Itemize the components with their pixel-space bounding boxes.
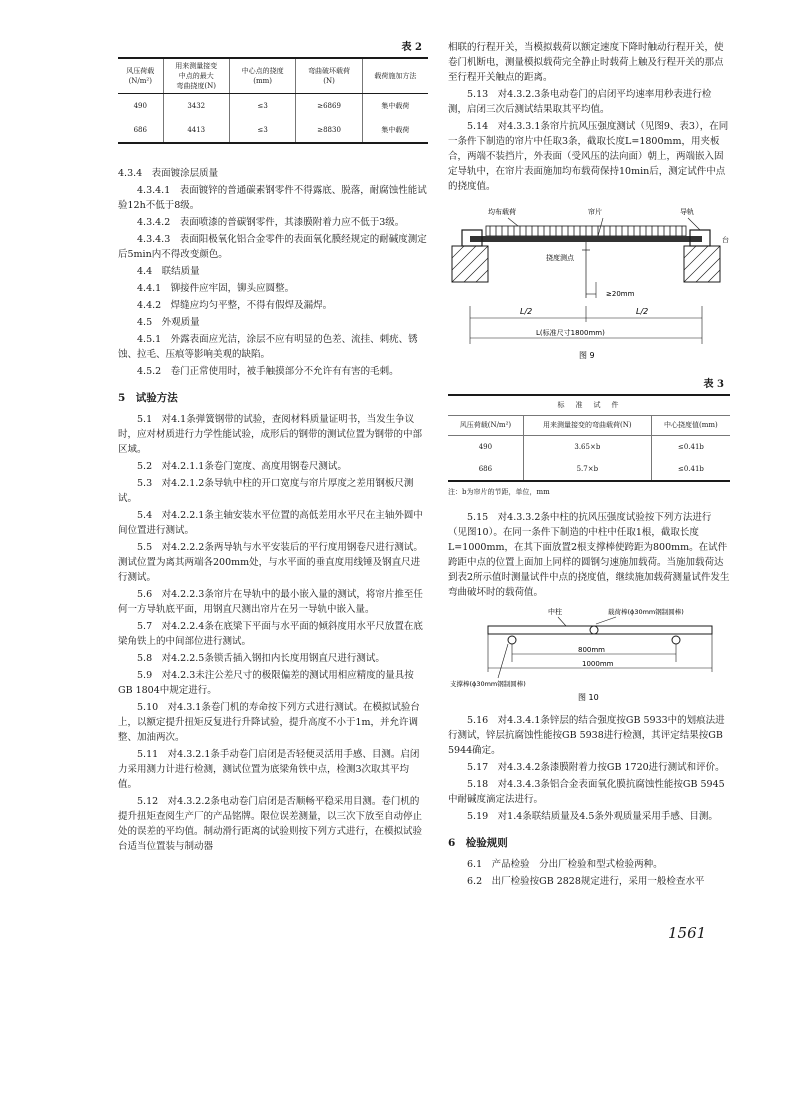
fig9-rail-label: 导轨 [680, 208, 694, 216]
table2-cell: 4413 [163, 118, 229, 143]
paragraph: 5.13 对4.3.2.3条电动卷门的启闭平均速率用秒表进行检测，启闭三次后测试结果取其平均值。 [448, 89, 712, 115]
fig10-caption: 图 10 [578, 693, 599, 702]
page-number: 1561 [668, 924, 707, 942]
fig10-span-label: 800mm [578, 646, 605, 654]
table3-row [448, 436, 730, 459]
table3 [448, 394, 730, 482]
fig9-point-label: 挠度测点 [546, 254, 574, 262]
paragraph: 5.4 对4.2.2.1条主轴安装水平位置的高低差用水平尺在主轴外圆中间位置进行测试。 [118, 510, 423, 536]
fig9-total-label: L(标准尺寸1800mm) [536, 329, 605, 337]
paragraph: 4.3.4 表面镀涂层质量 [118, 168, 219, 179]
table2-row [118, 94, 428, 119]
paragraph: 5.1 对4.1条弹簧钢带的试验，查阅材料质量证明书，当发生争议时，应对材质进行力学性能试验，成形后的钢带的测试位置为钢带的中部区域。 [118, 414, 423, 455]
paragraph: 相联的行程开关，当模拟载荷以额定速度下降时触动行程开关，使卷门机断电，测量模拟载荷完全静止时载荷上触及行程开关的那点至行程开关触点的距离。 [448, 42, 724, 83]
paragraph: 5.2 对4.2.1.1条卷门宽度、高度用钢卷尺测试。 [137, 461, 347, 472]
right-text-bottom [448, 713, 730, 889]
paragraph: 4.3.4.1 表面镀锌的普通碳素钢零件不得露底、脱落，耐腐蚀性能试验12h不低于8级。 [118, 185, 427, 211]
left-column [118, 40, 428, 856]
paragraph: 5.16 对4.3.4.1条锌层的结合强度按GB 5933中的划痕法进行测试，锌层抗腐蚀性能按GB 5938进行检测，其评定结果按GB 5944确定。 [448, 715, 725, 756]
table2-header-cell: 中心点的挠度 (mm) [229, 58, 295, 94]
figure-10 [448, 604, 730, 709]
support-rod-right [672, 636, 680, 644]
paragraph: 5.9 对4.2.3未注公差尺寸的极限偏差的测试用相应精度的量具按GB 1804中规定进行。 [118, 670, 414, 696]
fig10-len-label: 1000mm [582, 660, 614, 668]
paragraph: 4.5.1 外露表面应光洁，涂层不应有明显的色差、流挂、刺疣、锈蚀、拉毛、压痕等影响美观的缺陷。 [118, 334, 418, 360]
fig10-column-label: 中柱 [548, 608, 562, 616]
table3-header-cell: 中心挠度值(mm) [651, 416, 730, 436]
left-text [118, 166, 428, 854]
table2-cell: ≤3 [229, 94, 295, 119]
paragraph: 5.15 对4.3.3.2条中柱的抗风压强度试验按下列方法进行（见图10）。在同一条件下制造的中柱中任取1根，截取长度L=1000mm，在其下面放置2根支撑棒使跨距为800mm。在试件跨距中点的位置上面加上同样的圆钢匀速施加载荷。当施加载荷达到表2所示值时测量试件中点的挠度值，继续施加载荷测量试件发生弯曲破坏时的载荷值。 [448, 512, 730, 598]
table2-header-cell: 载荷施加方法 [362, 58, 428, 94]
table3-label: 表 3 [703, 379, 724, 390]
paragraph: 5.19 对1.4条联结质量及4.5条外观质量采用手感、目测。 [467, 811, 718, 822]
paragraph: 4.4.2 焊缝应均匀平整，不得有假焊及漏焊。 [137, 300, 333, 311]
table2 [118, 57, 428, 144]
table3-note: 注：b为帘片的节距，单位，mm [448, 488, 550, 496]
table2-header-cell: 风压荷载 (N/m²) [118, 58, 163, 94]
paragraph: 4.4.1 铆接件应牢固，铆头应圆整。 [137, 283, 295, 294]
paragraph: 5.11 对4.3.2.1条手动卷门启闭是否轻便灵活用手感、目测。启闭力采用测力计进行检测，测试位置为底梁角铁中点，检测3次取其平均值。 [118, 749, 420, 790]
table2-cell: 集中载荷 [381, 101, 410, 110]
figure-9 [448, 198, 730, 373]
paragraph: 5.17 对4.3.4.2条漆膜附着力按GB 1720进行测试和评价。 [467, 762, 725, 773]
figure-10-diagram [448, 604, 730, 704]
table2-header-cell: 用来测量接变 中点的最大 弯曲挠度(N) [163, 58, 229, 94]
paragraph: 4.5 外观质量 [137, 317, 200, 328]
fig9-side-label: 台 [722, 236, 729, 244]
fig9-caption: 图 9 [579, 351, 595, 360]
fig9-half2-label: L/2 [636, 307, 649, 316]
table3-cell: 5.7×b [523, 458, 651, 481]
table3-header-cell: 风压荷载(N/m²) [448, 416, 523, 436]
table2-cell: ≥8830 [296, 118, 362, 143]
table3-cell: 3.65×b [523, 436, 651, 459]
table2-row [118, 118, 428, 143]
table3-header-cell: 用来测量接变的弯曲载荷(N) [523, 416, 651, 436]
load-rod-circle [590, 626, 598, 634]
paragraph: 6.2 出厂检验按GB 2828规定进行，采用一般检查水平 [467, 876, 705, 887]
table2-cell: 集中载荷 [381, 125, 410, 134]
figure-9-diagram [448, 198, 730, 368]
table3-cell: 686 [448, 458, 523, 481]
fig9-half1-label: L/2 [520, 307, 533, 316]
paragraph: 5.14 对4.3.3.1条帘片抗风压强度测试（见图9、表3），在同一条件下制造的帘片中任取3条，截取长度L=1800mm，用夹板合，两端不装挡片，外表面（受风压的法向面）朝上，两端嵌入固定导轨中，在帘片表面施加均布载荷保持10min后，测定试件中点的挠度值。 [448, 121, 729, 192]
table2-cell: ≥6869 [296, 94, 362, 119]
paragraph: 4.5.2 卷门正常使用时，被手触摸部分不允许有有害的毛刺。 [137, 366, 399, 377]
right-text-mid [448, 510, 730, 600]
table3-cell: ≤0.41b [677, 442, 704, 451]
paragraph: 6.1 产品检验 分出厂检验和型式检验两种。 [467, 859, 663, 870]
support-rod-left [508, 636, 516, 644]
paragraph: 5.5 对4.2.2.2条两导轨与水平安装后的平行度用钢卷尺进行测试。测试位置为离其两端各200mm处，与水平面的垂直度用线锤及钢直尺进行测试。 [118, 542, 423, 583]
paragraph: 5.3 对4.2.1.2条导轨中柱的开口宽度与帘片厚度之差用钢板尺测试。 [118, 478, 414, 504]
table3-cell: ≤0.41b [677, 464, 704, 473]
paragraph: 5.10 对4.3.1条卷门机的寿命按下列方式进行测试。在模拟试验台上，以额定提升扭矩反复进行升降试验，提升高度不小于1m，并允许调整、加油两次。 [118, 702, 420, 743]
fig9-slat-label: 帘片 [588, 208, 602, 216]
table3-group-header: 标 准 试 件 [448, 395, 730, 416]
paragraph: 5.8 对4.2.2.5条锁舌插入钢扣内长度用钢直尺进行测试。 [137, 653, 385, 664]
paragraph: 6 检验规则 [448, 837, 508, 849]
paragraph: 5.7 对4.2.2.4条在底梁下平面与水平面的倾斜度用水平尺放置在底梁角铁上的中间部位进行测试。 [118, 621, 423, 647]
paragraph: 4.3.4.3 表面阳极氧化铝合金零件的表面氧化膜经规定的耐碱度测定后5min内不得改变颜色。 [118, 234, 427, 260]
fig9-load-label: 均布载荷 [488, 208, 516, 216]
paragraph: 5 试验方法 [118, 392, 178, 404]
table2-label: 表 2 [401, 42, 422, 53]
table2-cell: 686 [118, 118, 163, 143]
paragraph: 5.12 对4.3.2.2条电动卷门启闭是否顺畅平稳采用目测。卷门机的提升扭矩查阅生产厂的产品铭牌。限位误差测量，以三次下放至自动停止处的误差的平均值。制动滑行距离的试验则按下列方式进行，在模拟试验台适当位置装与制动器 [118, 796, 423, 852]
table2-cell: 3432 [163, 94, 229, 119]
paragraph: 4.4 联结质量 [137, 266, 200, 277]
paragraph: 5.18 对4.3.4.3条铝合金表面氧化膜抗腐蚀性能按GB 5945中耐碱度滴定法进行。 [448, 779, 725, 805]
paragraph: 5.6 对4.2.2.3条帘片在导轨中的最小嵌入量的测试，将帘片推至任何一方导轨底平面，用钢直尺测出帘片在另一导轨中嵌入量。 [118, 589, 423, 615]
table3-row [448, 458, 730, 481]
fig10-load-rod-label: 载荷棒(ϕ30mm钢制圆棒) [608, 608, 684, 616]
fig10-support-label: 支撑棒(ϕ30mm钢制圆棒) [450, 680, 526, 688]
right-text-top [448, 40, 730, 194]
table2-header-cell: 弯曲破坏载荷 (N) [296, 58, 362, 94]
paragraph: 4.3.4.2 表面喷漆的普碳钢零件，其漆膜附着力应不低于3级。 [137, 217, 405, 228]
table2-cell: ≤3 [229, 118, 295, 143]
table2-cell: 490 [118, 94, 163, 119]
table3-cell: 490 [448, 436, 523, 459]
fig9-200-label: ≥20mm [606, 290, 635, 298]
right-column [448, 40, 730, 891]
